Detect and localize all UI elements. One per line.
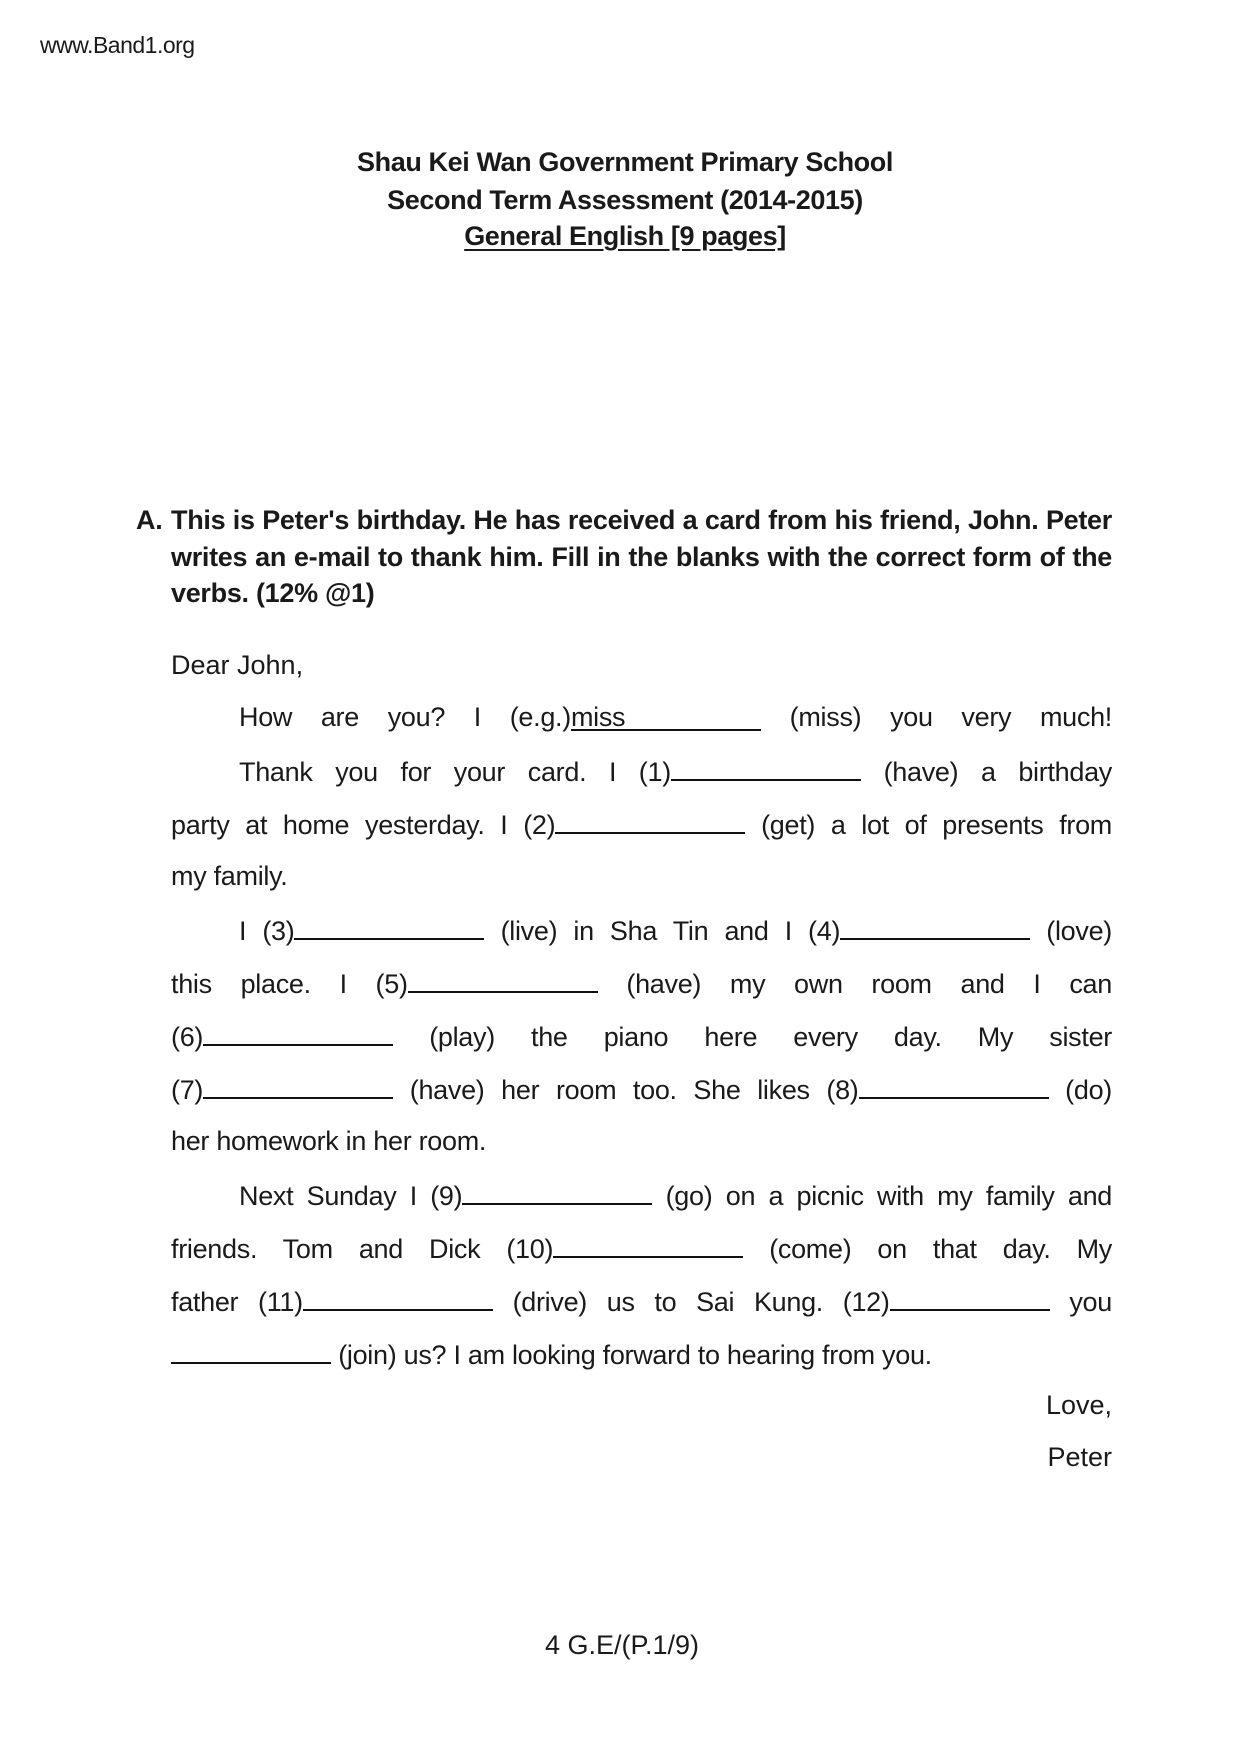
letter-text: (live) in Sha Tin and I (4) [484, 916, 841, 946]
letter-line [239, 914, 1112, 947]
letter-text: (join) us? I am looking forward to hearing from you. [331, 1340, 932, 1370]
answer-blank[interactable] [671, 755, 861, 781]
subject-title: General English [9 pages] [464, 221, 786, 251]
letter-text: (get) a lot of presents from [745, 810, 1112, 840]
letter-text: (have) her room too. She likes (8) [393, 1075, 859, 1105]
letter-text: (have) a birthday [860, 757, 1112, 787]
letter-line [171, 808, 1112, 841]
letter-text: How are you? I (e.g.) [239, 702, 571, 732]
letter-text: friends. Tom and Dick (10) [171, 1234, 554, 1264]
letter-text: (have) my own room and I can [597, 969, 1112, 999]
letter-text: father (11) [171, 1287, 303, 1317]
example-answer-blank[interactable]: miss [571, 705, 761, 731]
letter-line [171, 1020, 1112, 1053]
answer-blank[interactable] [408, 967, 598, 993]
section-a-instructions [136, 502, 1112, 612]
letter-line [239, 1179, 1112, 1212]
answer-blank[interactable] [203, 1020, 393, 1046]
letter-line [171, 1073, 1112, 1106]
page-footer: 4 G.E/(P.1/9) [544, 1630, 700, 1660]
watermark-url: www.Band1.org [40, 32, 195, 58]
school-name: Shau Kei Wan Government Primary School [357, 147, 893, 177]
letter-greeting: Dear John, [171, 650, 304, 680]
letter-text: Thank you for your card. I (1) [239, 757, 671, 787]
letter-text: you [1049, 1287, 1112, 1317]
answer-blank[interactable] [890, 1285, 1050, 1311]
letter-text: (miss) you very much! [760, 702, 1112, 732]
letter-text: my family. [171, 861, 288, 891]
answer-blank[interactable] [303, 1285, 493, 1311]
answer-blank[interactable] [203, 1073, 393, 1099]
letter-text: (6) [171, 1022, 204, 1052]
assessment-title: Second Term Assessment (2014-2015) [387, 185, 863, 215]
letter-signature: Peter [1047, 1442, 1112, 1472]
letter-text: Next Sunday I (9) [239, 1181, 463, 1211]
letter-text: (play) the piano here every day. My sister [393, 1022, 1112, 1052]
section-label: A. [136, 505, 163, 535]
letter-text: (do) [1048, 1075, 1112, 1105]
letter-text: (love) [1030, 916, 1112, 946]
letter-text: her homework in her room. [171, 1126, 487, 1156]
answer-blank[interactable] [462, 1179, 652, 1205]
answer-blank[interactable] [294, 914, 484, 940]
letter-text: (go) on a picnic with my family and [652, 1181, 1112, 1211]
letter-line [171, 967, 1112, 1000]
letter-text: party at home yesterday. I (2) [171, 810, 556, 840]
letter-text: (come) on that day. My [743, 1234, 1113, 1264]
answer-blank[interactable] [555, 808, 745, 834]
letter-line [171, 1126, 1112, 1157]
letter-closing: Love, [1045, 1390, 1112, 1420]
letter-line [239, 755, 1112, 788]
letter-line [171, 1338, 1112, 1371]
answer-blank[interactable] [553, 1232, 743, 1258]
letter-line [171, 1232, 1112, 1265]
letter-line [171, 1285, 1112, 1318]
answer-blank[interactable] [859, 1073, 1049, 1099]
answer-blank[interactable] [840, 914, 1030, 940]
letter-text: (7) [171, 1075, 204, 1105]
letter-line [171, 861, 1112, 892]
letter-text: (drive) us to Sai Kung. (12) [492, 1287, 890, 1317]
answer-blank[interactable] [171, 1338, 331, 1364]
letter-text: I (3) [239, 916, 295, 946]
letter-line [239, 702, 1112, 733]
instructions-text: This is Peter's birthday. He has received a card from his friend, John. Peter writes an e-mail to thank him. Fill in the blanks with the correct form of the verbs. (12% @1) [171, 505, 1112, 608]
letter-text: this place. I (5) [171, 969, 408, 999]
